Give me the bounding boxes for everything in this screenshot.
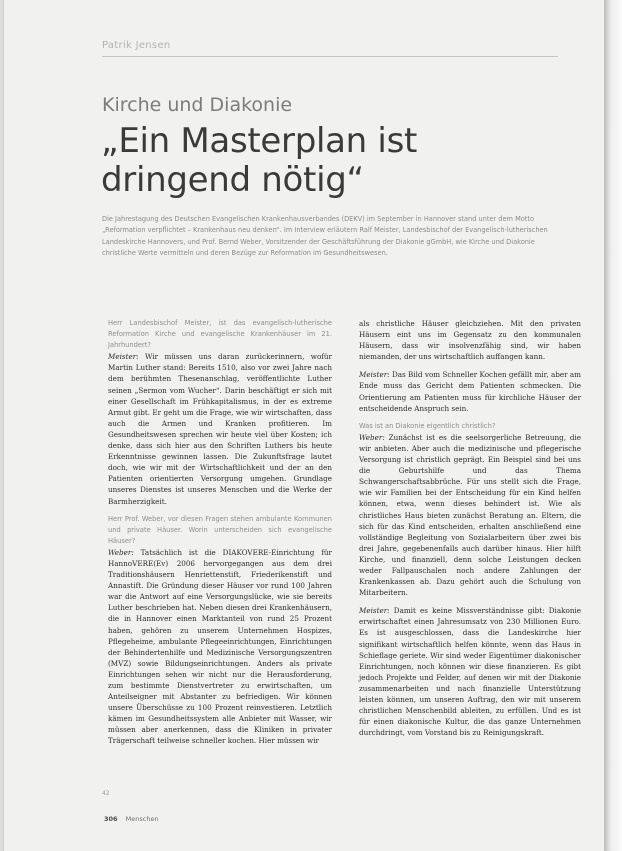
author-name: Patrik Jensen — [102, 40, 171, 51]
column-left — [108, 318, 332, 754]
answer-text: Damit es keine Missverständnisse gibt: Diakonie erwirtschaftet einen Jahresumsatz von 230 Millionen Euro. Es ist ausgeschlossen, dass die Landeskirche hier signifikant wirtschaftlich helfen könnte, wenn das Haus in Schieflage geriete. Wir sind weder Eigentümer diakonischer Einrichtungen, noch können wir diese finanzieren. Es gibt jedoch Projekte und Felder, auf denen wir mit der Diakonie zusammenarbeiten und nach finanzielle Unterstützung leisten können, um unseren Auftrag, den wir mit unserem christlichen Menschenbild ableiten, zu erfüllen. Und es ist für einen diakonische Kultur, die das ganze Unternehmen durchdringt, vom Vorstand bis zu Reinigungskraft. — [359, 606, 581, 738]
interview-answer — [108, 547, 332, 747]
page-footer — [104, 815, 159, 823]
answer-text: Wir müssen uns daran zurückerinnern, wofür Martin Luther stand: Bereits 1510, also vor zwei Jahre nach dem berühmten Thesenanschlag, veröffentlichte Luther seinen „Sermon vom Wucher“. Darin beschäftigt er sich mit einer Gesellschaft im Frühkapitalismus, in der es extreme Armut gibt. Er geht um die Frage, wie wir wirtschaften, dass auch die Armen und Kranken profitieren. Im Gesundheitswesen sprechen wir heute viel über Kosten; ich denke, dass sich hier aus den Schriften Luthers bis heute Erkenntnisse gewinnen lassen. Die Zukunftsfrage lautet doch, wie wir mit der Wirtschaftlichkeit und der an den Patienten orientierten Versorgung umgehen. Grundlage unseres Dienstes ist unseres Menschen und die Werke der Barmherzigkeit. — [108, 352, 332, 506]
interview-answer — [359, 369, 581, 413]
answer-text: Zunächst ist es die seelsorgerliche Betreuung, die wir anbieten. Aber auch die medizinische und pflegerische Versorgung ist christlich geprägt. Ein Beispiel sind bei uns die Geburtshilfe und das Thema Schwangerschaftsabbrüche. Für uns stellt sich die Frage, wie wir Familien bei der Entscheidung für ein Kind helfen können, etwa, wenn dieses behindert ist. Wie als christliches Haus bieten zunächst Beratung an. Eltern, die sich für das Kind entscheiden, erhalten anschließend eine vollständige Begleitung von Sozialarbeitern über zwei bis drei Jahre, gegebenenfalls auch darüber hinaus. Hier hilft Kirche, und finanziell, denn solche Leistungen decken weder Fallpauschalen noch andere Zahlungen der Krankenkassen ab. Dazu gehört auch die Schulung von Mitarbeitern. — [359, 432, 581, 598]
answer-text: Tatsächlich ist die DIAKOVERE-Einrichtung für HannoVERE(Ev) 2006 hervorgegangen aus dem drei Traditionshäusern Henriettenstift, Friederikenstift und Annastift. Die Gründung dieser Häuser vor rund 100 Jahren war die Antwort auf eine Versorgungslücke, wie sie bereits Luther beschrieben hat. Neben diesen drei Krankenhäusern, die in Hannover einen Marktanteil von rund 25 Prozent haben, gehören zu unserem Unternehmen Hospizes, Pflegeheime, ambulante Pflegeeinrichtungen, Einrichtungen der Behindertenhilfe und Medizinische Versorgungszentren (MVZ) sowie Bildungseinrichtungen. Anders als private Einrichtungen sehen wir nicht nur die Herausforderung, zum bestimmte Dienstvertreter zu erwirtschaften, um Anteilseigner mit Abstanter zu befriedigen. Wir können unsere Überschüsse zu 100 Prozent reinvestieren. Letztlich kämen im Gesundheitssystem alle Anbieter mit Wasser, wir müssen aber anerkennen, dass die Kliniken in privater Trägerschaft teilweise schneller kochen. Hier müssen wir — [108, 547, 332, 746]
margin-mark: 42 — [102, 790, 110, 797]
answer-text: Das Bild vom Schneller Kochen gefällt mir, aber am Ende muss das Gericht dem Patienten schmecken. Die Orientierung am Patienten muss für kirchliche Häuser der entscheidende Anspruch sein. — [359, 370, 581, 413]
intro-paragraph: Die Jahrestagung des Deutschen Evangelischen Krankenhausverbandes (DEKV) im September in Hannover stand unter dem Motto „Reformation verpflichtet – Krankenhaus neu denken“. Im Interview erläutern Ralf Meister, Landesbischof der Evangelisch-lutherischen Landeskirche Hannovers, und Prof. Bernd Weber, Vorsitzender der Geschäftsführung der Diakonie gGmbH, wie Kirche und Diakonie christliche Werte vermitteln und deren Bezüge zur Reformation im Gesundheitswesen. — [102, 215, 548, 257]
column-right — [359, 318, 581, 745]
headline-line-1: „Ein Masterplan ist — [101, 121, 418, 161]
speaker-label: Meister: — [359, 606, 390, 616]
headline — [101, 122, 541, 200]
interview-question: Herr Prof. Weber, vor diesen Fragen stehen ambulante Kommunen und private Häuser. Worin unterscheiden sich evangelische Häuser? — [108, 514, 332, 545]
interview-answer — [108, 351, 332, 506]
adjacent-page-edge — [604, 0, 622, 851]
answer-text: als christliche Häuser gleichziehen. Mit den privaten Häusern eint uns im Gegensatz zu den kommunalen Häusern, dass wir insolvenzfähig sind, wir haben niemanden, der uns wirtschaftlich auffangen kann. — [359, 319, 581, 362]
magazine-page — [4, 0, 604, 851]
page-number: 306 — [104, 815, 118, 823]
speaker-label: Meister: — [359, 370, 390, 380]
footer-section: Menschen — [125, 815, 159, 823]
speaker-label: Weber: — [359, 432, 385, 442]
interview-answer — [359, 605, 581, 738]
kicker: Kirche und Diakonie — [102, 94, 293, 116]
interview-question: Herr Landesbischof Meister, ist das evangelisch-lutherische Reformation Kirche und evangelische Krankenhäuser im 21. Jahrhundert? — [108, 319, 332, 350]
author-rule — [102, 56, 558, 57]
speaker-label: Meister: — [108, 352, 139, 362]
interview-question: Was ist an Diakonie eigentlich christlich? — [359, 421, 496, 430]
speaker-label: Weber: — [108, 547, 134, 557]
interview-answer — [359, 318, 581, 362]
interview-answer — [359, 432, 581, 598]
headline-line-2: dringend nötig“ — [101, 160, 364, 200]
